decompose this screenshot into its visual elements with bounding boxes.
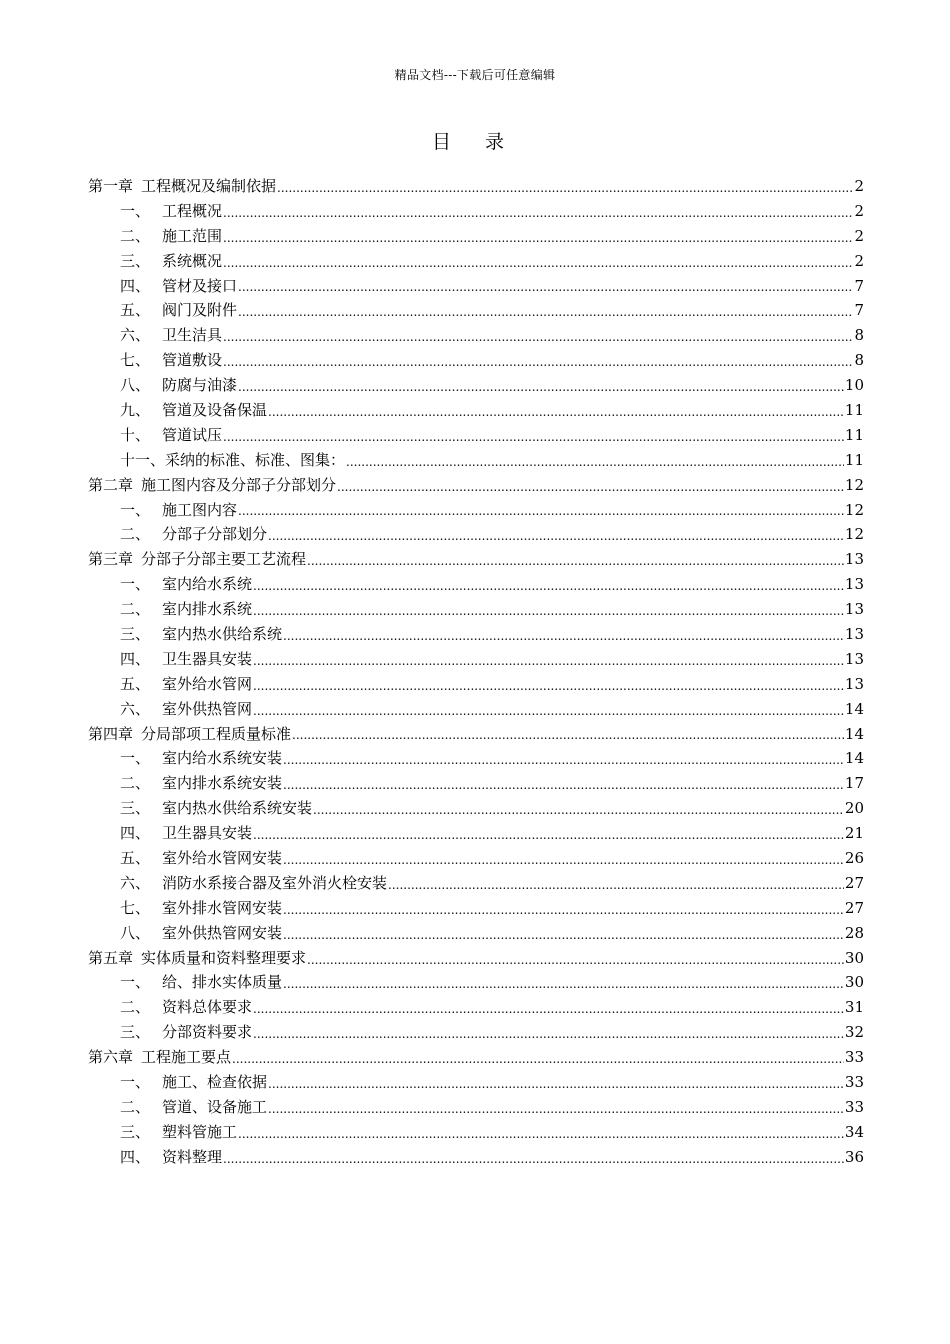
toc-leader-dots [388,874,844,896]
toc-entry-page: 30 [844,948,864,967]
toc-entry-number: 三、 [120,799,151,818]
toc-section-entry[interactable] [88,921,864,946]
toc-entry-page: 32 [844,1023,864,1042]
toc-entry-number: 第六章 [88,1048,134,1067]
toc-entry-label: 分部子分部主要工艺流程 [141,550,307,569]
toc-entry-page: 13 [844,575,864,594]
toc-entry-page: 26 [844,849,864,868]
toc-entry-page: 2 [854,251,864,270]
toc-entry-page: 11 [844,401,864,419]
toc-entry-number: 六、 [120,326,151,345]
toc-entry-number: 一、 [120,500,151,519]
toc-entry-page: 8 [854,351,864,370]
toc-entry-page: 7 [854,301,864,320]
toc-entry-number: 十、 [120,425,151,444]
toc-leader-dots [268,1098,844,1120]
toc-section-entry[interactable] [88,398,864,423]
toc-entry-page: 10 [844,376,864,395]
toc-leader-dots [253,1023,844,1045]
toc-entry-number: 第五章 [88,948,134,967]
toc-entry-label: 给、排水实体质量 [162,973,283,992]
toc-entry-page: 21 [844,824,864,843]
toc-entry-label: 工程概况及编制依据 [141,176,277,195]
toc-entry-number: 一、 [120,575,151,594]
toc-entry-number: 六、 [120,873,151,892]
toc-chapter-entry[interactable] [88,722,864,747]
toc-entry-number: 二、 [120,226,151,245]
toc-entry-label: 工程概况 [162,201,223,220]
toc-entry-number: 五、 [120,674,151,693]
toc-entry-label: 施工范围 [162,226,223,245]
toc-entry-page: 13 [844,600,864,619]
toc-leader-dots [283,774,844,796]
toc-entry-label: 消防水系接合器及室外消火栓安装 [162,873,388,892]
toc-leader-dots [346,451,844,473]
toc-section-entry[interactable] [88,1070,864,1095]
toc-entry-label: 塑料管施工 [162,1122,238,1141]
toc-leader-dots [232,1048,844,1070]
toc-leader-dots [283,973,844,995]
toc-leader-dots [253,675,844,697]
toc-entry-page: 31 [844,998,864,1017]
toc-section-entry[interactable] [88,199,864,224]
toc-entry-label: 采纳的标准、标准、图集： [165,450,346,469]
toc-entry-page: 12 [844,500,864,519]
toc-section-entry[interactable] [88,796,864,821]
toc-entry-page: 30 [844,973,864,992]
toc-section-entry[interactable] [88,498,864,523]
toc-entry-number: 第一章 [88,176,134,195]
toc-entry-page: 28 [844,923,864,942]
toc-title: 目 录 [431,131,519,153]
toc-entry-label: 管材及接口 [162,276,238,295]
toc-leader-dots [223,252,853,274]
toc-entry-label: 施工图内容及分部子分部划分 [141,475,337,494]
toc-entry-number: 五、 [120,301,151,320]
toc-entry-page: 2 [854,201,864,220]
toc-entry-label: 系统概况 [162,251,223,270]
toc-section-entry[interactable] [88,995,864,1020]
toc-chapter-entry[interactable] [88,1045,864,1070]
toc-leader-dots [307,550,844,572]
toc-entry-page: 36 [844,1147,864,1166]
toc-leader-dots [238,301,853,323]
toc-entry-label: 室外供热管网 [162,699,253,718]
toc-entry-number: 四、 [120,1147,151,1166]
toc-entry-page: 14 [844,724,864,743]
toc-section-entry[interactable] [88,647,864,672]
toc-leader-dots [283,749,844,771]
toc-entry-number: 三、 [120,1023,151,1042]
toc-entry-page: 34 [844,1122,864,1141]
toc-leader-dots [283,625,844,647]
toc-leader-dots [283,924,844,946]
toc-section-entry[interactable] [88,249,864,274]
toc-section-entry[interactable] [88,1120,864,1145]
toc-entry-number: 二、 [120,1097,151,1116]
toc-section-entry[interactable] [88,672,864,697]
toc-entry-label: 分部子分部划分 [162,525,268,544]
toc-entry-label: 阀门及附件 [162,301,238,320]
toc-section-entry[interactable] [88,746,864,771]
toc-section-entry[interactable] [88,821,864,846]
toc-section-entry[interactable] [88,298,864,323]
toc-entry-number: 四、 [120,824,151,843]
toc-entry-label: 实体质量和资料整理要求 [141,948,307,967]
toc-entry-label: 室外给水管网安装 [162,849,283,868]
toc-chapter-entry[interactable] [88,946,864,971]
toc-entry-number: 二、 [120,600,151,619]
toc-entry-label: 卫生器具安装 [162,649,253,668]
toc-entry-label: 室内给水系统 [162,575,253,594]
toc-entry-label: 管道及设备保温 [162,401,268,419]
toc-section-entry[interactable] [88,896,864,921]
toc-entry-label: 室内给水系统安装 [162,749,283,768]
toc-entry-page: 33 [844,1073,864,1092]
toc-entry-number: 四、 [120,276,151,295]
toc-entry-page: 2 [854,226,864,245]
toc-chapter-entry[interactable] [88,547,864,572]
toc-entry-label: 卫生器具安装 [162,824,253,843]
toc-section-entry[interactable] [88,274,864,299]
toc-entry-page: 20 [844,799,864,818]
toc-section-entry[interactable] [88,423,864,448]
toc-entry-label: 防腐与油漆 [162,376,238,395]
toc-entry-label: 管道敷设 [162,351,223,370]
toc-entry-page: 13 [844,625,864,644]
toc-section-entry[interactable] [88,597,864,622]
toc-entry-number: 二、 [120,525,151,544]
toc-entry-label: 室内热水供给系统安装 [162,799,313,818]
toc-entry-page: 33 [844,1097,864,1116]
toc-section-entry[interactable] [88,522,864,547]
toc-entry-number: 四、 [120,649,151,668]
toc-section-entry[interactable] [88,323,864,348]
toc-leader-dots [253,824,844,846]
toc-section-entry[interactable] [88,224,864,249]
toc-entry-page: 13 [844,649,864,668]
toc-entry-number: 一、 [120,749,151,768]
toc-entry-number: 一、 [120,201,151,220]
toc-entry-label: 室外排水管网安装 [162,898,283,917]
toc-section-entry[interactable] [88,622,864,647]
toc-leader-dots [238,376,844,398]
toc-entry-page: 17 [844,774,864,793]
toc-leader-dots [292,724,844,746]
toc-section-entry[interactable] [88,373,864,398]
toc-entry-number: 第四章 [88,724,134,743]
toc-entry-number: 二、 [120,774,151,793]
toc-leader-dots [253,600,844,622]
toc-section-entry[interactable] [88,697,864,722]
toc-leader-dots [283,899,844,921]
toc-entry-page: 11 [844,425,864,444]
toc-section-entry[interactable] [88,846,864,871]
toc-entry-page: 27 [844,898,864,917]
toc-leader-dots [223,326,853,348]
toc-leader-dots [238,1123,844,1145]
toc-entry-label: 工程施工要点 [141,1048,232,1067]
toc-leader-dots [238,276,853,298]
toc-leader-dots [253,575,844,597]
toc-leader-dots [337,476,844,498]
toc-leader-dots [268,525,844,547]
toc-entry-number: 五、 [120,849,151,868]
toc-entry-label: 资料整理 [162,1147,223,1166]
toc-leader-dots [283,849,844,871]
toc-entry-page: 14 [844,749,864,768]
toc-leader-dots [253,700,844,722]
toc-entry-page: 27 [844,873,864,892]
toc-leader-dots [223,351,853,373]
toc-leader-dots [223,1148,844,1170]
toc-entry-number: 七、 [120,898,151,917]
table-of-contents [88,174,864,1170]
toc-entry-page: 11 [844,450,864,469]
toc-leader-dots [253,650,844,672]
toc-entry-number: 十一、 [120,450,166,469]
toc-entry-number: 八、 [120,376,151,395]
toc-entry-number: 二、 [120,998,151,1017]
toc-leader-dots [223,202,853,224]
toc-section-entry[interactable] [88,1020,864,1045]
toc-section-entry[interactable] [88,971,864,996]
toc-section-entry[interactable] [88,1145,864,1170]
toc-entry-label: 卫生洁具 [162,326,223,345]
toc-entry-number: 九、 [120,401,151,419]
toc-leader-dots [223,426,844,448]
toc-entry-number: 六、 [120,699,151,718]
toc-leader-dots [268,401,844,423]
toc-entry-label: 室内热水供给系统 [162,625,283,644]
toc-entry-label: 管道、设备施工 [162,1097,268,1116]
toc-entry-page: 7 [854,276,864,295]
toc-entry-label: 分部资料要求 [162,1023,253,1042]
toc-entry-page: 12 [844,475,864,494]
toc-chapter-entry[interactable] [88,174,864,199]
toc-entry-number: 一、 [120,973,151,992]
toc-leader-dots [223,227,853,249]
toc-leader-dots [268,1073,844,1095]
toc-leader-dots [253,998,844,1020]
toc-section-entry[interactable] [88,771,864,796]
toc-leader-dots [313,799,844,821]
toc-entry-number: 八、 [120,923,151,942]
toc-section-entry[interactable] [88,1095,864,1120]
toc-entry-number: 第二章 [88,475,134,494]
toc-leader-dots [238,500,844,522]
toc-chapter-entry[interactable] [88,473,864,498]
toc-entry-label: 分局部项工程质量标准 [141,724,292,743]
toc-section-entry[interactable] [88,448,864,473]
toc-entry-number: 七、 [120,351,151,370]
page-header: 精品文档---下载后可任意编辑 [394,68,556,82]
toc-leader-dots [307,949,844,971]
toc-entry-page: 13 [844,674,864,693]
toc-entry-page: 33 [844,1048,864,1067]
toc-entry-label: 室外给水管网 [162,674,253,693]
toc-entry-number: 三、 [120,625,151,644]
toc-entry-label: 施工图内容 [162,500,238,519]
toc-entry-label: 资料总体要求 [162,998,253,1017]
toc-entry-number: 一、 [120,1073,151,1092]
toc-section-entry[interactable] [88,348,864,373]
toc-entry-number: 三、 [120,251,151,270]
toc-section-entry[interactable] [88,871,864,896]
toc-entry-page: 2 [854,176,864,195]
toc-entry-label: 室内排水系统 [162,600,253,619]
toc-entry-label: 室外供热管网安装 [162,923,283,942]
toc-entry-number: 第三章 [88,550,134,569]
toc-entry-page: 8 [854,326,864,345]
toc-entry-page: 12 [844,525,864,544]
toc-entry-page: 13 [844,550,864,569]
toc-section-entry[interactable] [88,572,864,597]
toc-leader-dots [277,177,853,199]
toc-entry-number: 三、 [120,1122,151,1141]
toc-entry-label: 施工、检查依据 [162,1073,268,1092]
toc-entry-label: 管道试压 [162,425,223,444]
toc-entry-page: 14 [844,699,864,718]
toc-entry-label: 室内排水系统安装 [162,774,283,793]
